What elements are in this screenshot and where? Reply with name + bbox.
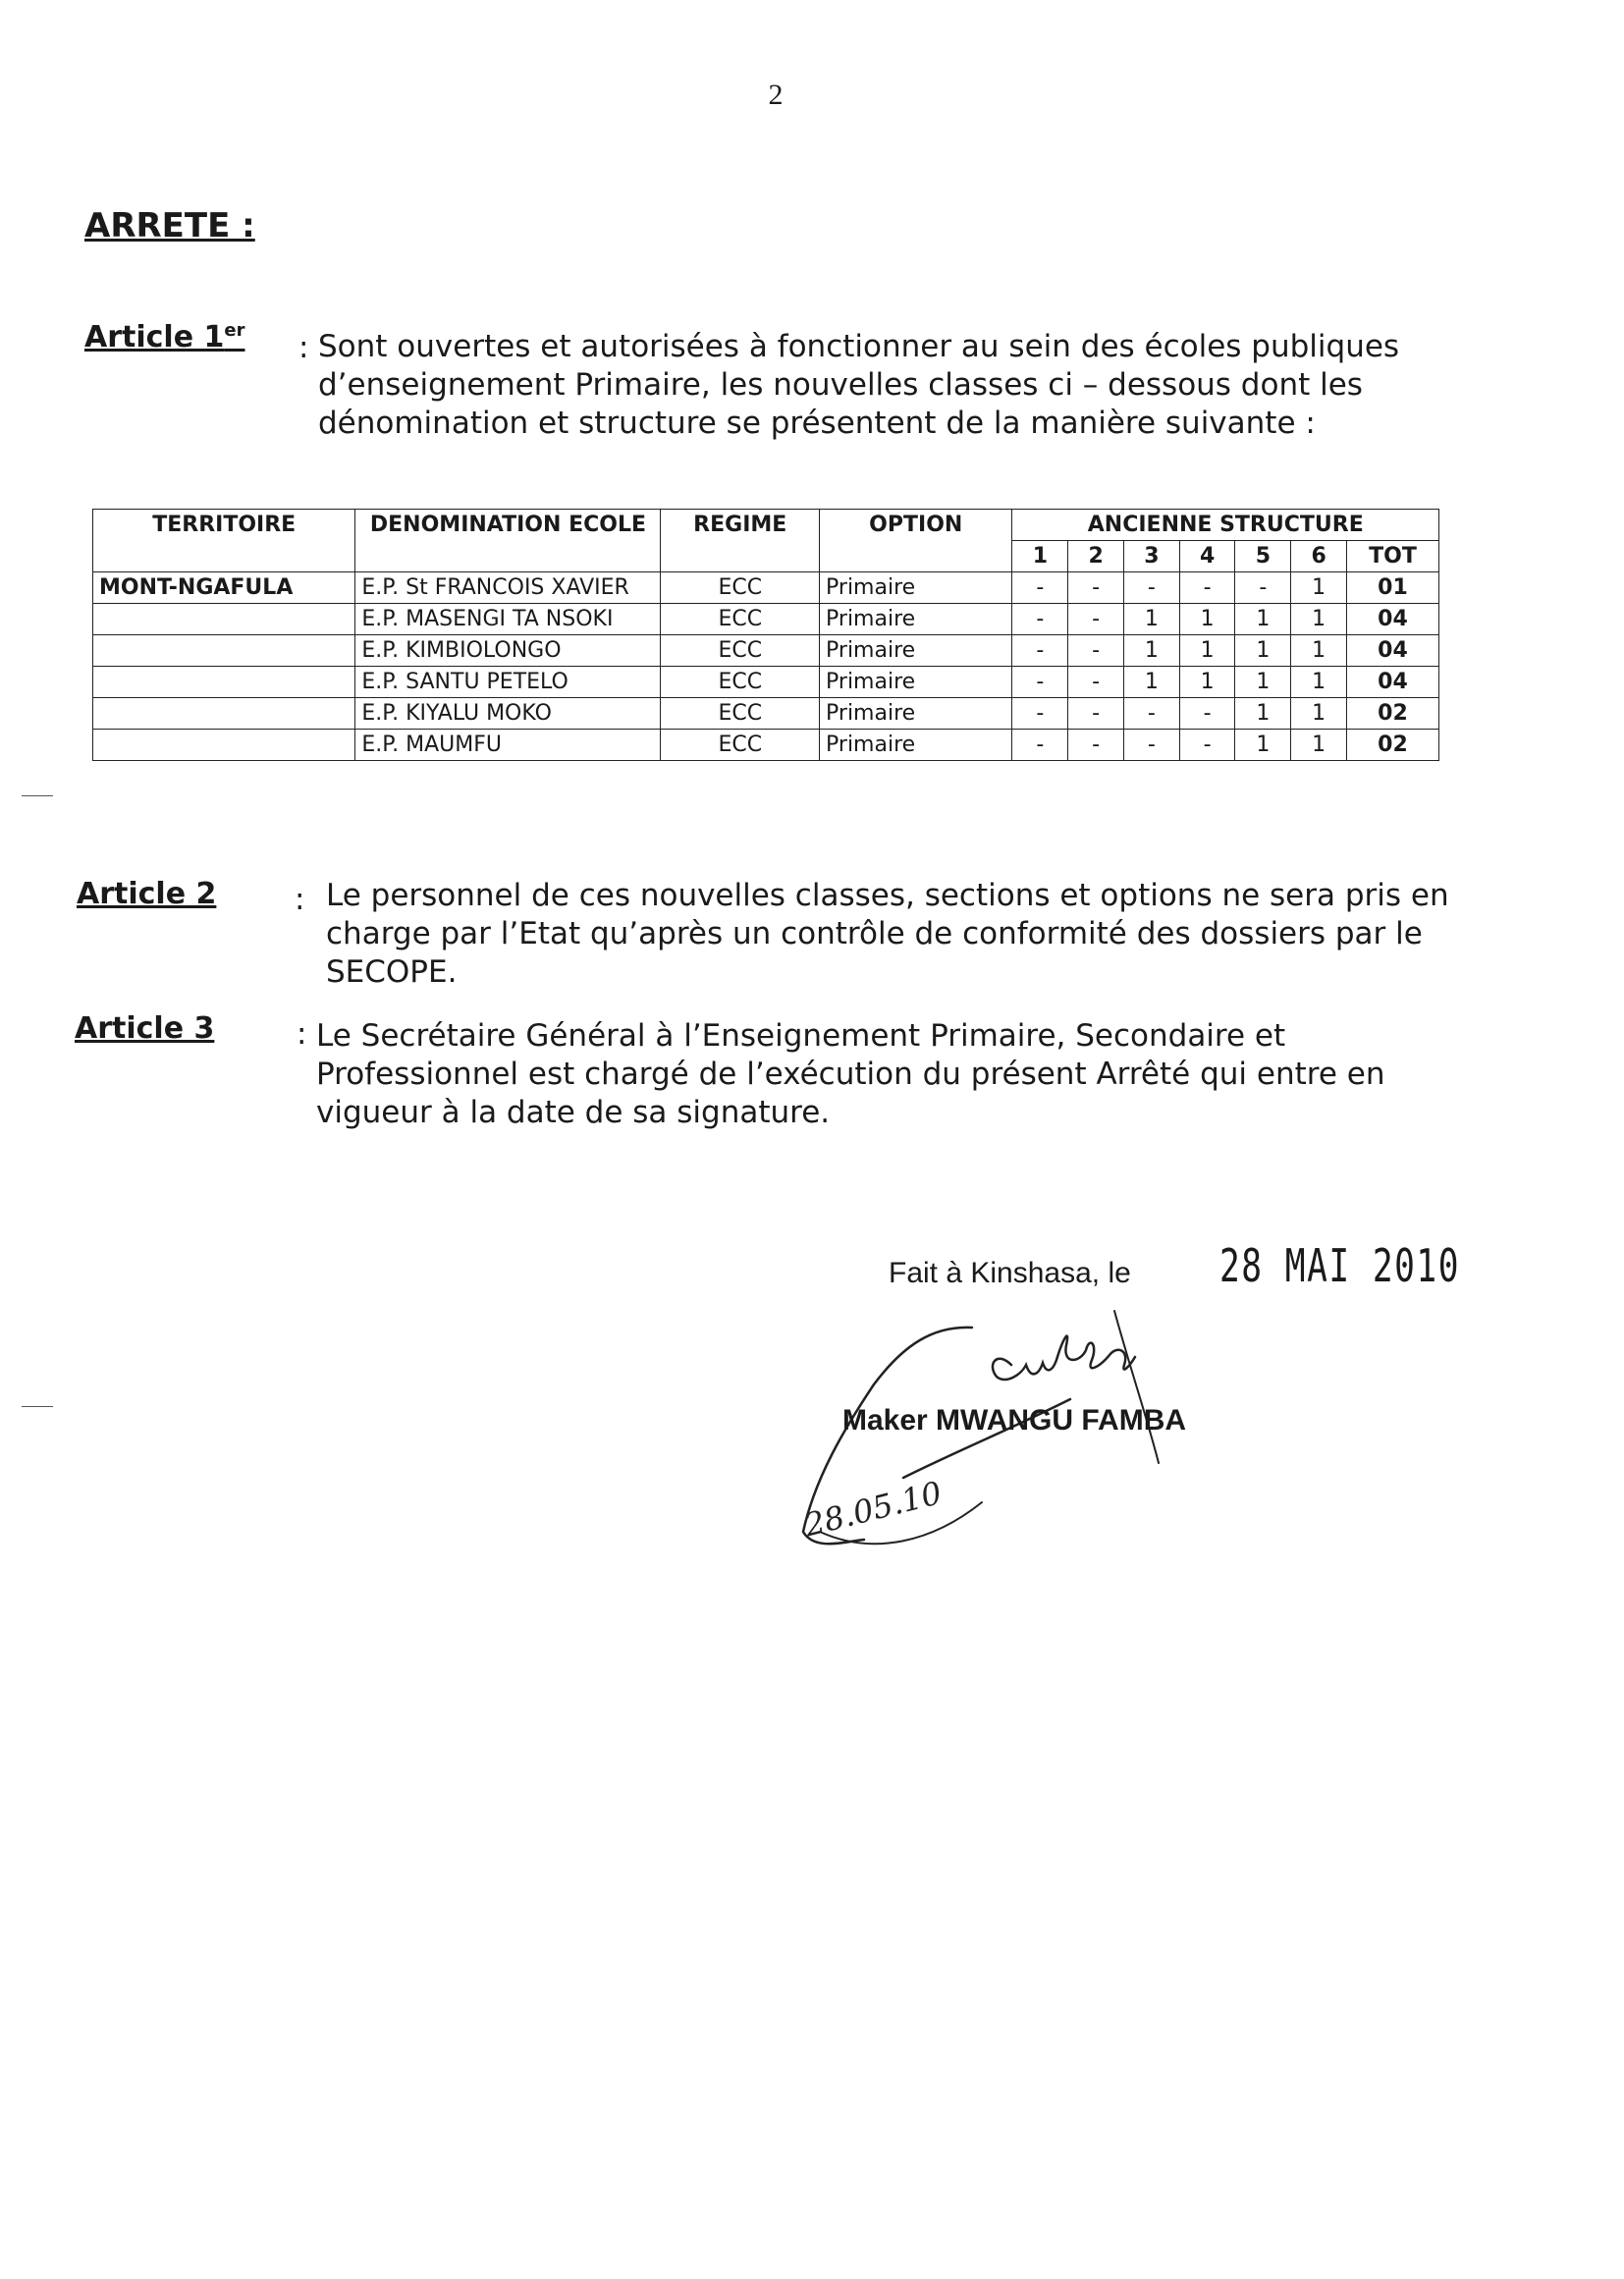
article-2-colon: : (295, 882, 305, 917)
structure-cell: - (1012, 572, 1068, 604)
structure-cell: - (1068, 635, 1124, 667)
table-row (93, 604, 1439, 635)
structure-cell: - (1179, 572, 1235, 604)
structure-cell: - (1068, 572, 1124, 604)
date-stamp: 28 MAI 2010 (1219, 1239, 1460, 1292)
header-regime: REGIME (661, 510, 820, 572)
option-cell: Primaire (820, 572, 1012, 604)
structure-cell: 1 (1291, 572, 1347, 604)
structure-cell: - (1012, 635, 1068, 667)
structure-cell: 1 (1123, 604, 1179, 635)
article-1-text: Sont ouvertes et autorisées à fonctionner au sein des écoles publiques d’enseignement Primaire, les nouvelles classes ci – dessous dont les dénomination et structure se présentent de la manière suivante : (318, 329, 1400, 441)
structure-cell: - (1068, 604, 1124, 635)
school-name: E.P. MASENGI TA NSOKI (355, 604, 661, 635)
structure-cell: 1 (1291, 698, 1347, 730)
school-name: E.P. KIYALU MOKO (355, 698, 661, 730)
article-1-label-text: Article 1 (84, 320, 225, 354)
header-ancienne-structure: ANCIENNE STRUCTURE (1012, 510, 1439, 541)
table-row (93, 698, 1439, 730)
total-cell: 04 (1346, 667, 1438, 698)
margin-mark (22, 1406, 53, 1407)
table-row (93, 572, 1439, 604)
structure-cell: 1 (1235, 635, 1291, 667)
header-col-1: 1 (1012, 541, 1068, 572)
school-name: E.P. KIMBIOLONGO (355, 635, 661, 667)
header-col-2: 2 (1068, 541, 1124, 572)
school-name: E.P. St FRANCOIS XAVIER (355, 572, 661, 604)
total-cell: 04 (1346, 635, 1438, 667)
structure-cell: - (1123, 572, 1179, 604)
territory-cell-empty (93, 635, 355, 667)
structure-cell: 1 (1235, 604, 1291, 635)
structure-cell: - (1068, 698, 1124, 730)
article-2-text: Le personnel de ces nouvelles classes, sections et options ne sera pris en charge par l’Etat qu’après un contrôle de conformité des dossiers par le SECOPE. (326, 878, 1449, 990)
article-3-colon: : (297, 1016, 307, 1052)
table-row (93, 667, 1439, 698)
header-denomination: DENOMINATION ECOLE (355, 510, 661, 572)
article-3-label: Article 3 (75, 1011, 215, 1046)
option-cell: Primaire (820, 604, 1012, 635)
table-row (93, 635, 1439, 667)
header-option: OPTION (820, 510, 1012, 572)
article-2-label: Article 2 (77, 877, 217, 911)
structure-cell: 1 (1235, 698, 1291, 730)
total-cell: 01 (1346, 572, 1438, 604)
regime-cell: ECC (661, 667, 820, 698)
structure-cell: 1 (1179, 635, 1235, 667)
handwritten-signature (785, 1306, 1237, 1610)
structure-cell: - (1123, 730, 1179, 761)
regime-cell: ECC (661, 572, 820, 604)
structure-cell: 1 (1123, 667, 1179, 698)
structure-table (92, 509, 1439, 761)
signatory-name: Maker MWANGU FAMBA (842, 1404, 1187, 1437)
structure-cell: 1 (1179, 604, 1235, 635)
structure-cell: - (1123, 698, 1179, 730)
structure-cell: - (1235, 572, 1291, 604)
option-cell: Primaire (820, 698, 1012, 730)
territory-cell: MONT-NGAFULA (93, 572, 355, 604)
regime-cell: ECC (661, 635, 820, 667)
territory-cell-empty (93, 698, 355, 730)
header-col-tot: TOT (1346, 541, 1438, 572)
structure-cell: - (1179, 698, 1235, 730)
structure-cell: - (1068, 730, 1124, 761)
structure-cell: 1 (1123, 635, 1179, 667)
structure-cell: 1 (1291, 667, 1347, 698)
structure-cell: 1 (1291, 730, 1347, 761)
header-col-3: 3 (1123, 541, 1179, 572)
handwritten-date: 28.05.10 (800, 1474, 946, 1545)
option-cell: Primaire (820, 730, 1012, 761)
header-col-4: 4 (1179, 541, 1235, 572)
structure-cell: 1 (1291, 635, 1347, 667)
structure-cell: - (1179, 730, 1235, 761)
header-col-5: 5 (1235, 541, 1291, 572)
structure-cell: 1 (1235, 730, 1291, 761)
total-cell: 02 (1346, 730, 1438, 761)
structure-cell: - (1012, 730, 1068, 761)
regime-cell: ECC (661, 604, 820, 635)
structure-cell: 1 (1291, 604, 1347, 635)
margin-mark (22, 795, 53, 796)
structure-cell: - (1012, 667, 1068, 698)
territory-cell-empty (93, 604, 355, 635)
article-1-colon: : (298, 330, 309, 365)
arrete-heading: ARRETE : (84, 206, 255, 245)
option-cell: Primaire (820, 667, 1012, 698)
structure-cell: 1 (1235, 667, 1291, 698)
school-name: E.P. MAUMFU (355, 730, 661, 761)
header-territoire: TERRITOIRE (93, 510, 355, 572)
place-date-text: Fait à Kinshasa, le (889, 1257, 1131, 1289)
page-number: 2 (768, 79, 784, 111)
article-3-text: Le Secrétaire Général à l’Enseignement Primaire, Secondaire et Professionnel est chargé de l’exécution du présent Arrêté qui entre en vigueur à la date de sa signature. (316, 1018, 1385, 1130)
school-name: E.P. SANTU PETELO (355, 667, 661, 698)
structure-cell: 1 (1179, 667, 1235, 698)
article-1-label-sup: er (224, 320, 245, 341)
territory-cell-empty (93, 667, 355, 698)
table-row (93, 730, 1439, 761)
total-cell: 04 (1346, 604, 1438, 635)
header-col-6: 6 (1291, 541, 1347, 572)
article-1-label (84, 320, 244, 354)
structure-cell: - (1068, 667, 1124, 698)
regime-cell: ECC (661, 730, 820, 761)
territory-cell-empty (93, 730, 355, 761)
option-cell: Primaire (820, 635, 1012, 667)
regime-cell: ECC (661, 698, 820, 730)
structure-cell: - (1012, 604, 1068, 635)
total-cell: 02 (1346, 698, 1438, 730)
structure-cell: - (1012, 698, 1068, 730)
